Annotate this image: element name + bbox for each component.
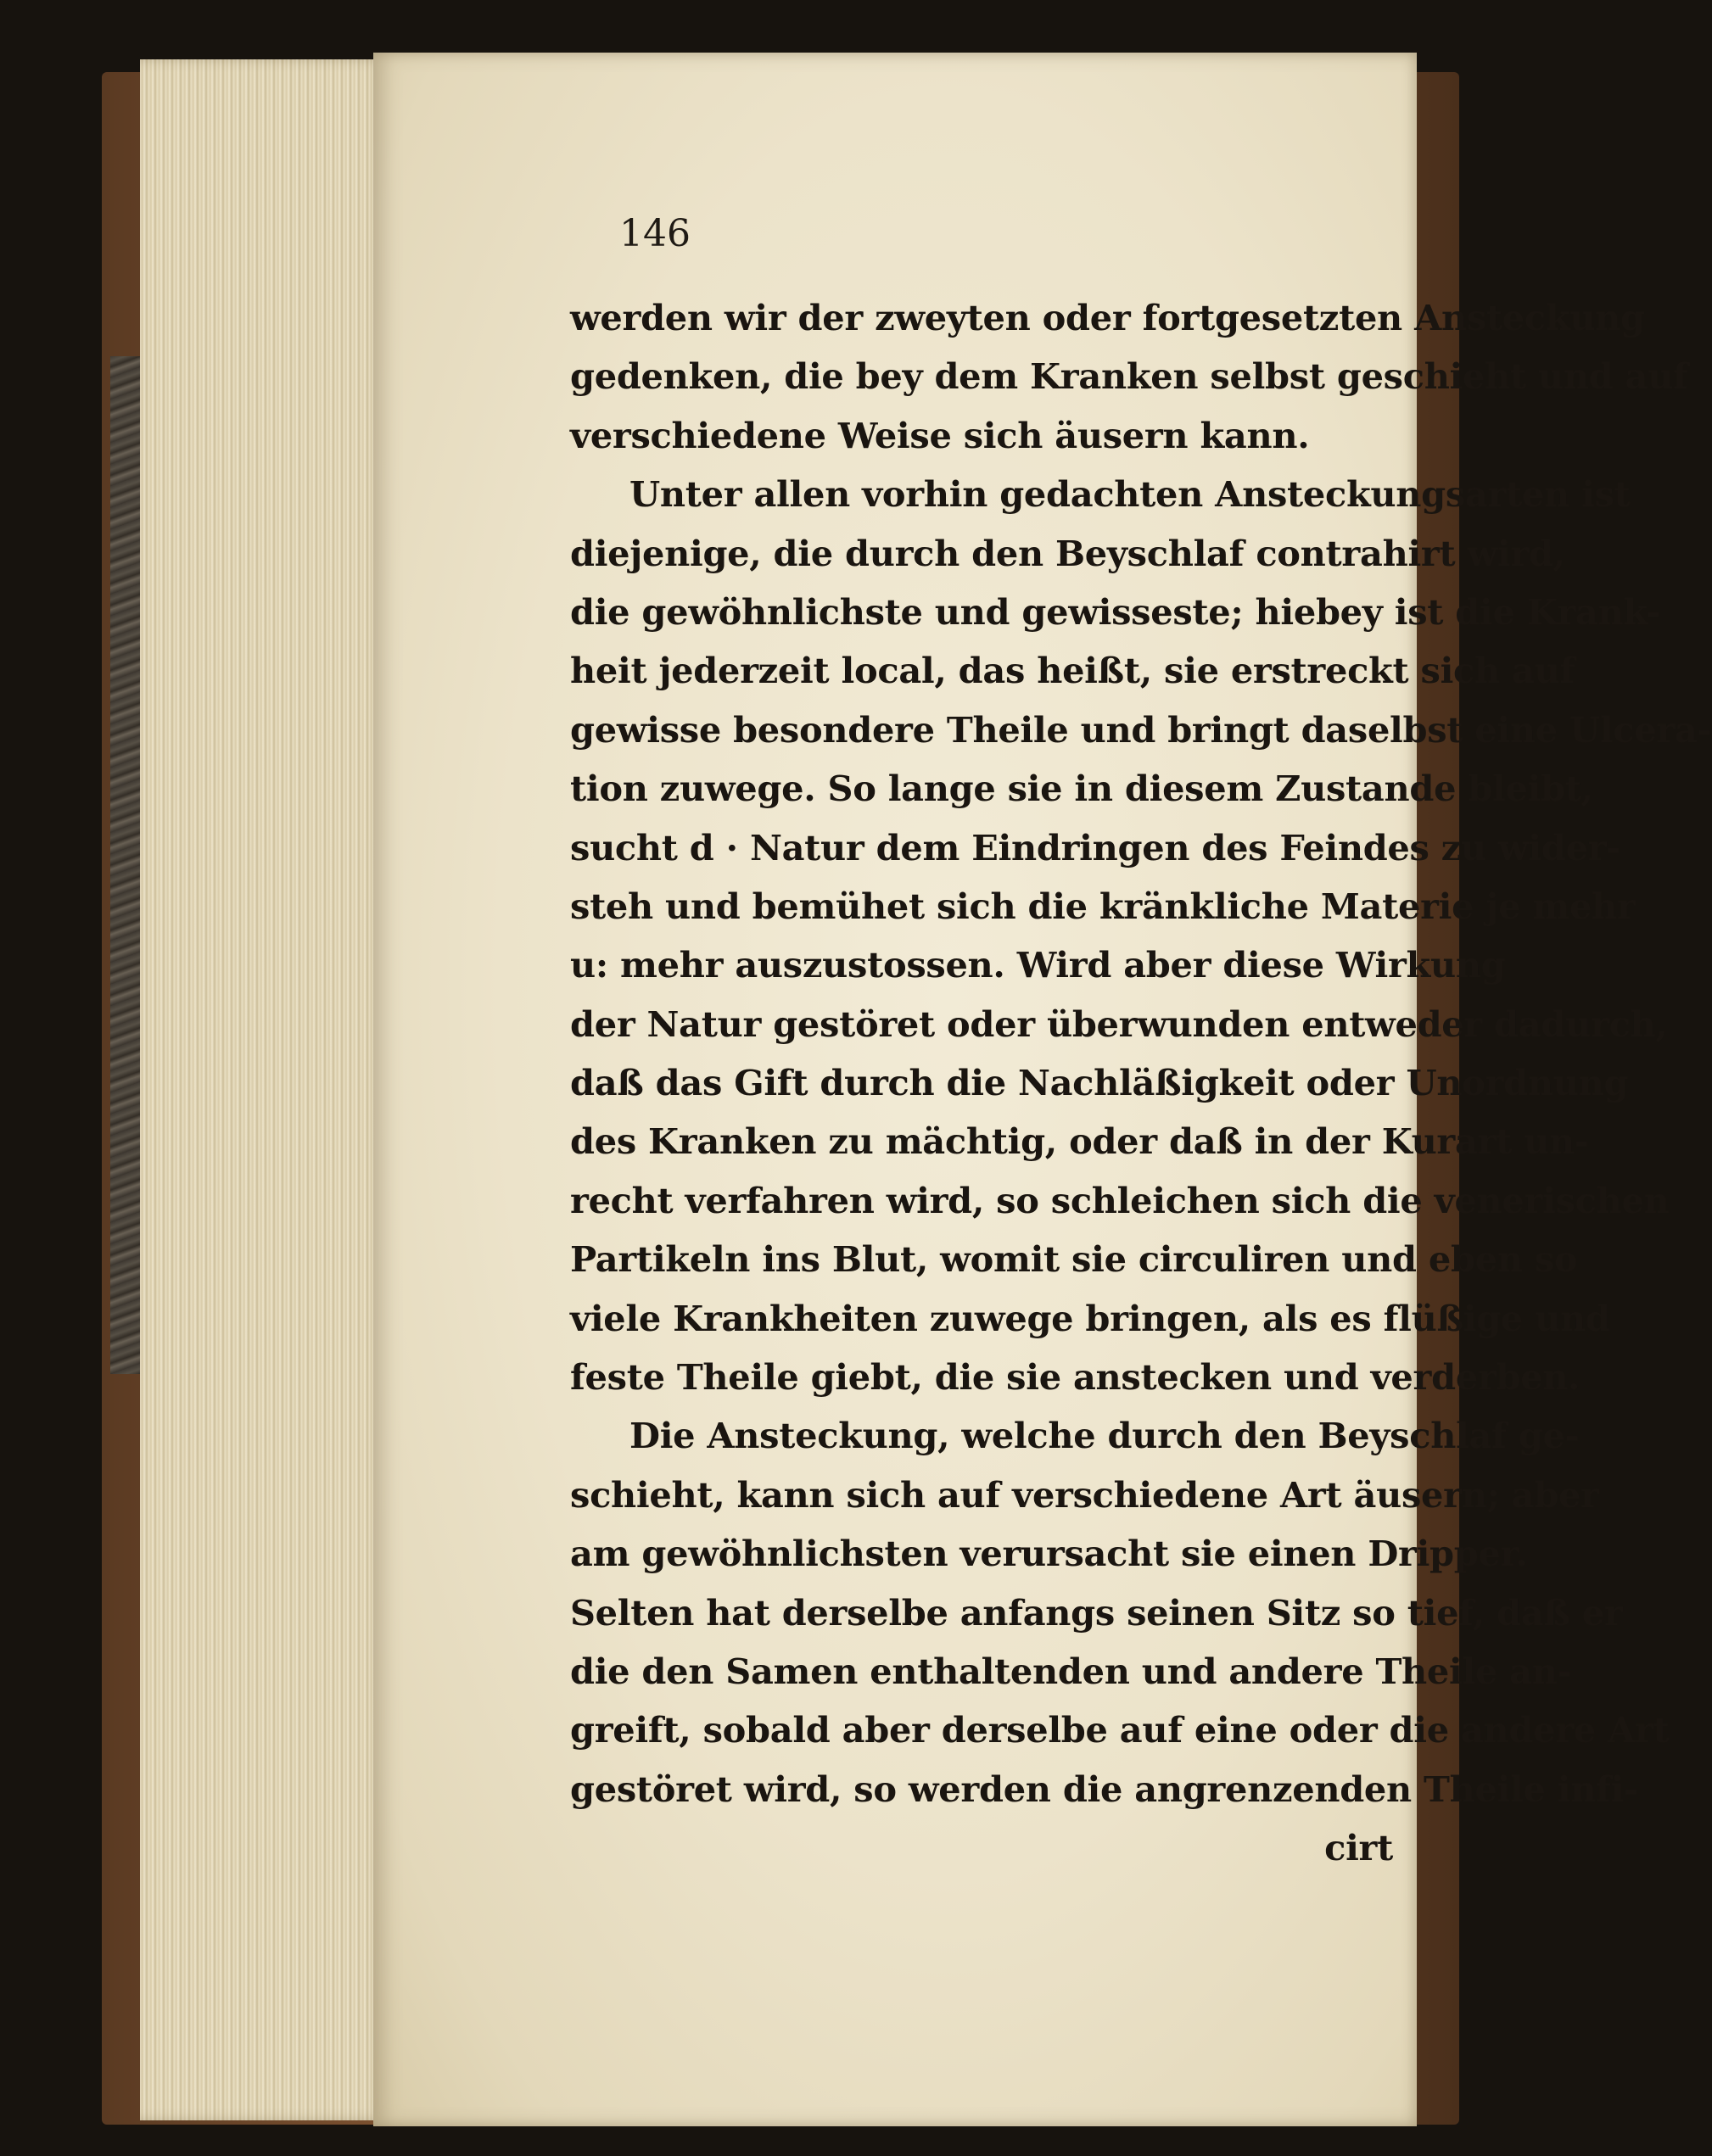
text-line: sucht d · Natur dem Eindringen des Feindes zu wider-: [570, 826, 1621, 869]
catchword: cirt: [1324, 1827, 1393, 1869]
text-line: steh und bemühet sich die kränkliche Materie je mehr: [570, 885, 1636, 927]
text-line: u: mehr auszustossen. Wird aber diese Wirkung: [570, 944, 1506, 986]
text-line: recht verfahren wird, so schleichen sich die venerischen: [570, 1179, 1670, 1221]
text-line: Partikeln ins Blut, womit sie circuliren und eben so: [570, 1238, 1578, 1281]
text-line: daß das Gift durch die Nachläßigkeit oder Unordnung: [570, 1062, 1629, 1104]
text-line: verschiedene Weise sich äusern kann.: [570, 414, 1310, 456]
text-line: Die Ansteckung, welche durch den Beyschlaf ge-: [629, 1415, 1580, 1457]
text-line: Unter allen vorhin gedachten Ansteckungsarten ist: [629, 473, 1631, 516]
text-line: greift, sobald aber derselbe auf eine oder die andere Art: [570, 1709, 1670, 1751]
text-line: am gewöhnlichsten verursacht sie einen Dripper.: [570, 1533, 1528, 1575]
text-line: werden wir der zweyten oder fortgesetzten Ansteckung: [570, 297, 1645, 338]
text-line: die gewöhnlichste und gewisseste; hiebey ist die Krank-: [570, 590, 1661, 633]
text-line: gewisse besondere Theile und bringt daselbst eine Ulcera-: [570, 708, 1712, 751]
text-line: Selten hat derselbe anfangs seinen Sitz so tief, daß er: [570, 1591, 1623, 1634]
page-text: [570, 288, 1712, 1878]
text-line: der Natur gestöret oder überwunden entweder dadurch,: [570, 1003, 1668, 1045]
text-line: diejenige, die durch den Beyschlaf contrahirt wird,: [570, 532, 1565, 574]
text-line: gedenken, die bey dem Kranken selbst geschieht und auf: [570, 355, 1688, 398]
text-line: die den Samen enthaltenden und andere Theile an-: [570, 1650, 1572, 1692]
text-line: tion zuwege. So lange sie in diesem Zustande bleibt,: [570, 768, 1593, 810]
text-line: des Kranken zu mächtig, oder daß in der Kurart un-: [570, 1120, 1589, 1163]
text-line: schieht, kann sich auf verschiedene Art äusern; aber: [570, 1473, 1599, 1516]
page-number: 146: [619, 212, 691, 255]
text-line: feste Theile giebt, die sie anstecken und verderben.: [570, 1356, 1581, 1399]
page-stack-edges: [140, 59, 386, 2120]
text-line: viele Krankheiten zuwege bringen, als es flüßige und: [570, 1297, 1610, 1339]
text-line: gestöret wird, so werden die angrenzenden Theile infi-: [570, 1768, 1639, 1810]
text-line: heit jederzeit local, das heißt, sie erstreckt sich auf: [570, 650, 1575, 692]
